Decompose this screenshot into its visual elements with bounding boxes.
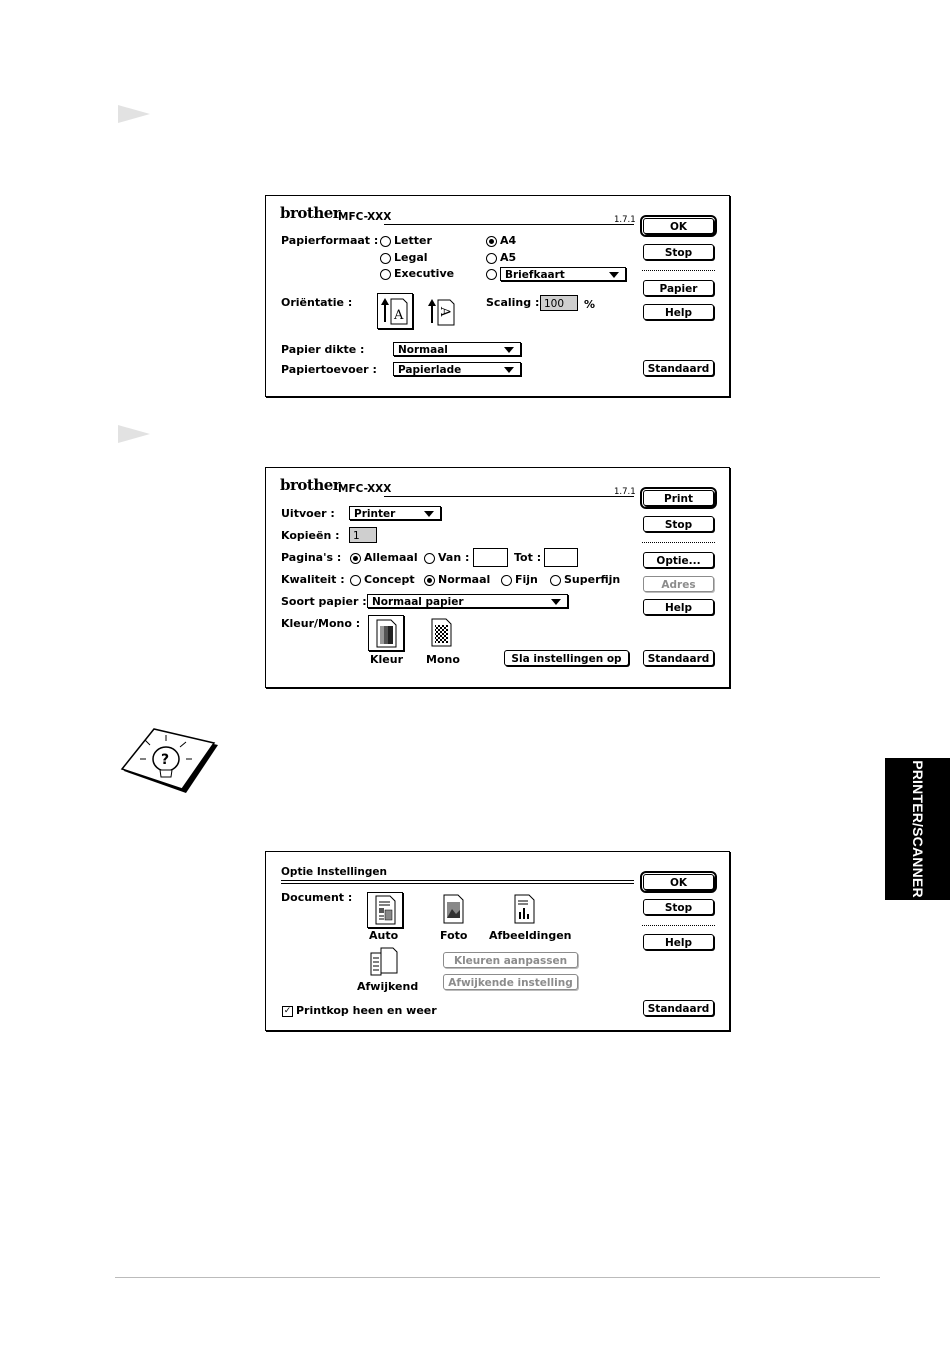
radio-executive[interactable] (380, 269, 391, 280)
adjust-colors-button[interactable]: Kleuren aanpassen (443, 952, 578, 968)
color-label: Kleur (370, 653, 404, 666)
version-label: 1.7.1 (614, 215, 636, 225)
auto-document-icon[interactable] (367, 892, 403, 928)
lightbulb-note-icon (120, 727, 220, 799)
bidirectional-checkbox[interactable]: ✓ (283, 1006, 292, 1016)
color-mono-label: Kleur/Mono : (281, 617, 361, 630)
bidirectional-label: Printkop heen en weer (296, 1004, 437, 1017)
orientation-label: Oriëntatie : (281, 296, 353, 309)
paper-type-label: Soort papier : (281, 595, 367, 608)
option-settings-dialog (265, 851, 730, 1031)
step-arrow-icon (118, 425, 150, 443)
paper-feed-value: Papierlade (398, 364, 462, 376)
copies-label: Kopieën : (281, 529, 340, 542)
quality-normal-label: Normaal (438, 573, 491, 586)
radio-pages-all[interactable] (350, 553, 361, 564)
address-button[interactable]: Adres (643, 576, 714, 592)
mono-label: Mono (426, 653, 460, 666)
paper-thickness-label: Papier dikte : (281, 343, 365, 356)
help-button[interactable]: Help (643, 934, 714, 950)
pages-from-input[interactable] (473, 548, 508, 567)
pages-to-label: Tot : (514, 551, 542, 564)
step-arrow-icon (118, 105, 150, 123)
document-label: Document : (281, 891, 353, 904)
radio-legal[interactable] (380, 253, 391, 264)
images-label: Afbeeldingen (489, 929, 572, 942)
title-divider (281, 880, 634, 881)
custom-size-select[interactable] (500, 267, 626, 281)
brand-logo: brother (280, 476, 341, 494)
custom-label: Afwijkend (357, 980, 419, 993)
custom-setting-button[interactable]: Afwijkende instelling (443, 974, 578, 990)
version-label: 1.7.1 (614, 487, 636, 497)
button-divider (642, 925, 715, 926)
executive-label: Executive (394, 267, 455, 280)
stop-button[interactable]: Stop (643, 899, 714, 915)
model-label: MFC-XXX (338, 211, 392, 223)
portrait-orientation-icon[interactable] (377, 293, 413, 329)
pages-all-label: Allemaal (364, 551, 418, 564)
print-dialog (265, 467, 730, 688)
photo-document-icon[interactable] (436, 892, 470, 926)
options-button[interactable]: Optie... (643, 552, 714, 568)
pages-to-input[interactable] (544, 548, 578, 567)
radio-quality-concept[interactable] (350, 575, 361, 586)
ok-button[interactable]: OK (643, 218, 714, 234)
chevron-down-icon (424, 511, 434, 517)
color-option-icon[interactable] (368, 615, 404, 651)
quality-fine-label: Fijn (515, 573, 538, 586)
letter-label: Letter (394, 234, 432, 247)
radio-pages-range[interactable] (424, 553, 435, 564)
paper-thickness-select[interactable] (393, 342, 521, 356)
svg-text:A: A (394, 308, 404, 323)
paper-size-label: Papierformaat : (281, 234, 379, 247)
radio-custom-size[interactable] (486, 269, 497, 280)
paper-feed-label: Papiertoevoer : (281, 363, 377, 376)
stop-button[interactable]: Stop (643, 516, 714, 532)
title-divider (281, 883, 634, 884)
a5-label: A5 (500, 251, 517, 264)
default-button[interactable]: Standaard (643, 360, 714, 376)
radio-quality-fine[interactable] (501, 575, 512, 586)
quality-superfine-label: Superfijn (564, 573, 621, 586)
paper-feed-select[interactable] (393, 362, 521, 376)
stop-button[interactable]: Stop (643, 244, 714, 260)
pages-from-label: Van : (438, 551, 470, 564)
title-divider (384, 496, 634, 497)
radio-quality-normal[interactable] (424, 575, 435, 586)
quality-concept-label: Concept (364, 573, 415, 586)
help-button[interactable]: Help (643, 304, 714, 320)
brand-logo: brother (280, 204, 341, 222)
custom-document-icon[interactable] (367, 945, 401, 979)
paper-button[interactable]: Papier (643, 280, 714, 296)
print-button[interactable]: Print (643, 490, 714, 506)
output-label: Uitvoer : (281, 507, 335, 520)
svg-text:A: A (437, 307, 452, 317)
page-setup-dialog (265, 195, 730, 397)
button-divider (642, 270, 715, 271)
radio-a4[interactable] (486, 236, 497, 247)
scaling-input[interactable]: 100 (540, 295, 578, 311)
scaling-unit: % (584, 298, 596, 311)
svg-text:?: ? (161, 752, 170, 768)
copies-input[interactable]: 1 (349, 527, 377, 543)
custom-size-value: Briefkaart (505, 269, 565, 281)
a4-label: A4 (500, 234, 517, 247)
landscape-orientation-icon[interactable] (425, 295, 459, 329)
section-side-tab-label: PRINTER/SCANNER (909, 760, 926, 898)
auto-label: Auto (369, 929, 399, 942)
button-divider (642, 542, 715, 543)
quality-label: Kwaliteit : (281, 573, 345, 586)
mono-option-icon[interactable] (424, 615, 458, 649)
default-button[interactable]: Standaard (643, 1000, 714, 1016)
footer-divider (115, 1277, 880, 1278)
chevron-down-icon (504, 367, 514, 373)
save-settings-button[interactable]: Sla instellingen op (504, 650, 629, 666)
pages-label: Pagina's : (281, 551, 342, 564)
paper-type-value: Normaal papier (372, 596, 464, 608)
model-label: MFC-XXX (338, 483, 392, 495)
radio-a5[interactable] (486, 253, 497, 264)
radio-quality-superfine[interactable] (550, 575, 561, 586)
chevron-down-icon (609, 272, 619, 278)
radio-letter[interactable] (380, 236, 391, 247)
help-button[interactable]: Help (643, 599, 714, 615)
title-divider (384, 224, 634, 225)
scaling-label: Scaling : (486, 296, 540, 309)
images-document-icon[interactable] (507, 892, 541, 926)
ok-button[interactable]: OK (643, 874, 714, 890)
dialog-title: Optie Instellingen (281, 866, 387, 878)
photo-label: Foto (440, 929, 468, 942)
chevron-down-icon (551, 599, 561, 605)
output-value: Printer (354, 508, 396, 520)
legal-label: Legal (394, 251, 428, 264)
default-button[interactable]: Standaard (643, 650, 714, 666)
paper-thickness-value: Normaal (398, 344, 448, 356)
output-select[interactable] (349, 506, 441, 520)
chevron-down-icon (504, 347, 514, 353)
paper-type-select[interactable] (367, 594, 568, 608)
section-side-tab (885, 758, 950, 900)
